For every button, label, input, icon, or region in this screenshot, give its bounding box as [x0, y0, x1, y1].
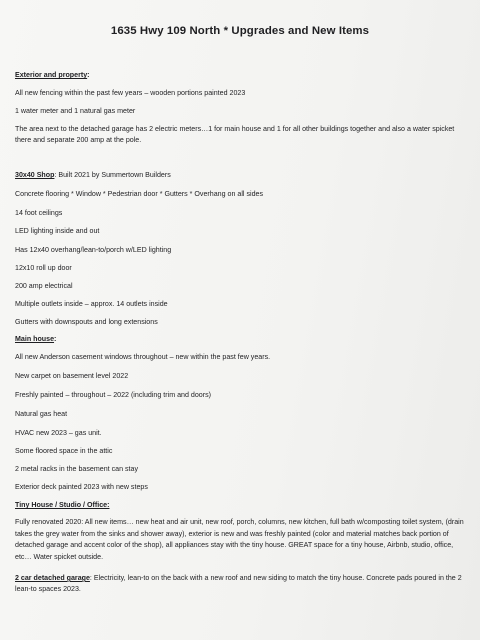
exterior-heading-line [15, 70, 467, 80]
tiny-house-heading: Tiny House / Studio / Office: [15, 501, 110, 509]
shop-item: Has 12x40 overhang/lean-to/porch w/LED lighting [15, 246, 172, 254]
shop-item: 200 amp electrical [15, 282, 73, 290]
main-house-item: 2 metal racks in the basement can stay [15, 465, 139, 473]
garage-heading: 2 car detached garage [15, 574, 90, 582]
main-house-heading: Main house [15, 335, 55, 343]
exterior-heading: Exterior and property [15, 71, 88, 79]
main-house-heading-colon: : [54, 335, 57, 343]
main-house-heading-line [15, 334, 467, 344]
shop-heading-suffix: : Built 2021 by Summertown Builders [54, 171, 171, 179]
main-house-item: Exterior deck painted 2023 with new steps [15, 483, 148, 491]
shop-heading: 30x40 Shop [15, 171, 55, 179]
page-title: 1635 Hwy 109 North * Upgrades and New Items [110, 25, 370, 37]
tiny-house-heading-line [15, 500, 467, 510]
shop-item: Gutters with downspouts and long extensions [15, 318, 158, 326]
exterior-heading-colon: : [87, 71, 90, 79]
main-house-item: HVAC new 2023 – gas unit. [15, 429, 102, 437]
exterior-item: All new fencing within the past few years – wooden portions painted 2023 [15, 89, 246, 97]
garage-line [15, 573, 467, 595]
shop-item: Concrete flooring * Window * Pedestrian door * Gutters * Overhang on all sides [15, 190, 264, 198]
main-house-item: Some floored space in the attic [15, 447, 113, 455]
shop-item: LED lighting inside and out [15, 227, 100, 235]
main-house-item: Natural gas heat [15, 410, 68, 418]
exterior-item: 1 water meter and 1 natural gas meter [15, 107, 136, 115]
main-house-item: All new Anderson casement windows throughout – new within the past few years. [15, 353, 271, 361]
main-house-item: Freshly painted – throughout – 2022 (including trim and doors) [15, 391, 211, 399]
shop-item: 14 foot ceilings [15, 209, 63, 217]
tiny-house-description: Fully renovated 2020: All new items… new heat and air unit, new roof, porch, columns, new kitchen, full bath w/composting toilet system, (drain takes the grey water from the sinks and shower away), exterior is new and was freshly painted (color and material matches back portion of detached garage and accent color of the shop), all appliances stay with the tiny house. GREAT space for a tiny house, Airbnb, studio, office, etc… Water spicket outside. [15, 518, 464, 561]
shop-item: Multiple outlets inside – approx. 14 outlets inside [15, 300, 168, 308]
exterior-item: The area next to the detached garage has 2 electric meters…1 for main house and 1 for all other buildings together and also a water spicket there and separate 200 amp at the pole. [15, 125, 455, 144]
main-house-item: New carpet on basement level 2022 [15, 372, 129, 380]
shop-heading-line [15, 170, 467, 180]
garage-description: : Electricity, lean-to on the back with a new roof and new siding to match the tiny house. Concrete pads poured in the 2 lean-to spaces 2023. [15, 574, 462, 594]
shop-item: 12x10 roll up door [15, 264, 72, 272]
